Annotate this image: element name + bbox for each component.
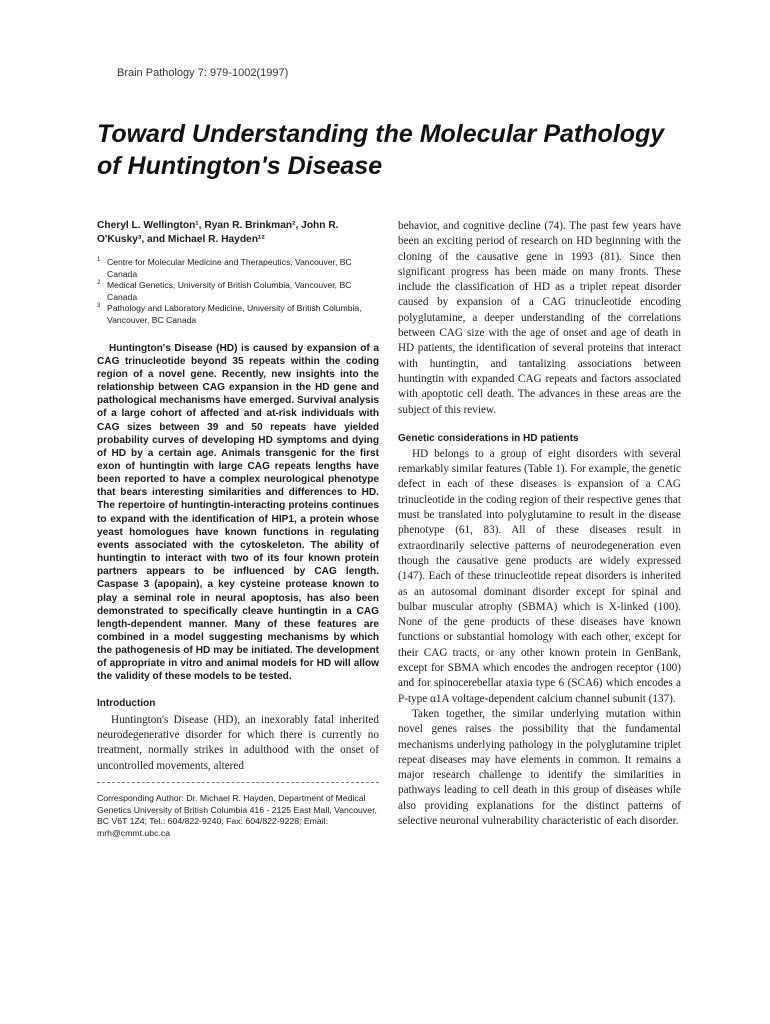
correspondence-note: Corresponding Author: Dr. Michael R. Hayden, Department of Medical Genetics University of British Columbia 416 - 2125 East Mall, Vancouver, BC V6T 1Z4; Tel.: 604/822-9240; Fax: 604/822-9228; Email: mrh@cmmt.ubc.ca: [97, 792, 377, 838]
article-title: [97, 118, 717, 182]
affiliation-item: [97, 280, 379, 303]
affiliation-marker: 3: [97, 303, 101, 310]
title-line-2: of Huntington's Disease: [97, 152, 383, 180]
affiliation-marker: 2: [97, 280, 101, 287]
introduction-continued-paragraph: behavior, and cognitive decline (74). The past few years have been an exciting period of research on HD beginning with the cloning of the causative gene in 1993 (81). Since then significant progress has been made on many fronts. These include the classification of HD as a triplet repeat disorder caused by expansion of a CAG trinucleotide encoding polyglutamine, a deeper understanding of the correlations between CAG size with the age of onset and age of death in HD patients, the identification of several proteins that interact with huntingtin, and tantalizing associations between huntingtin with expanded CAG repeats and factors associated with apoptotic cell death. The advances in these areas are the subject of this review.: [398, 220, 681, 416]
introduction-heading: Introduction: [97, 697, 156, 709]
affiliation-marker: 1: [97, 257, 101, 263]
affiliation-text: Pathology and Laboratory Medicine, University of British Columbia, Vancouver, BC Canada: [107, 303, 362, 325]
title-line-1: Toward Understanding the Molecular Pathology: [97, 120, 665, 148]
affiliation-list: [97, 257, 379, 327]
common-mechanisms-paragraph: Taken together, the similar underlying mutation within novel genes raises the possibility that the fundamental mechanisms underlying pathology in the polyglutamine triplet repeat diseases may have elements in common. It remains a major research challenge to identify the similarities in pathways leading to cell death in this group of diseases while also providing explanations for the distinct patterns of selective neuronal vulnerability characteristic of each disorder.: [398, 707, 681, 827]
genetic-considerations-heading: Genetic considerations in HD patients: [398, 432, 579, 444]
left-column: [97, 219, 379, 840]
affiliation-text: Medical Genetics, University of British Columbia, Vancouver, BC Canada: [107, 280, 352, 302]
running-head: Brain Pathology 7: 979-1002(1997): [117, 67, 289, 79]
genetic-considerations-paragraph: HD belongs to a group of eight disorders with several remarkably similar features (Table 1). For example, the genetic defect in each of these diseases is expansion of a CAG trinucleotide in the coding region of their respective genes that must be translated into polyglutamine to result in the disease phenotype (61, 83). All of these diseases result in extraordinarily selective patterns of neurodegeneration even though the causative gene products are widely expressed (147). Each of these trinucleotide repeat disorders is inherited as an autosomal dominant disorder except for spinal and bulbar muscular atrophy (SBMA) which is X-linked (100). None of the gene products of these diseases have known functions or substantial homology with each other, except for their CAG tracts, or any other known protein in GenBank, except for SBMA which encodes the androgen receptor (100) and for spinocerebellar ataxia type 6 (SCA6) which encodes a P-type α1A voltage-dependent calcium channel subunit (137).: [398, 447, 681, 705]
affiliation-item: [97, 257, 379, 280]
affiliation-item: [97, 303, 379, 326]
right-column: [398, 219, 681, 829]
abstract: Huntington's Disease (HD) is caused by expansion of a CAG trinucleotide beyond 35 repeats within the coding region of a novel gene. Recently, new insights into the relationship between CAG expansion in the HD gene and pathological mechanisms have emerged. Survival analysis of a large cohort of affected and at-risk individuals with CAG sizes between 39 and 50 repeats have yielded probability curves of developing HD symptoms and dying of HD by a certain age. Animals transgenic for the first exon of huntingtin with large CAG repeats lengths have been reported to have a complex neurological phenotype that bears interesting similarities and differences to HD. The repertoire of huntingtin-interacting proteins continues to expand with the identification of HIP1, a protein whose yeast homologues have known functions in regulating events associated with the cytoskeleton. The ability of huntingtin to interact with two of its four known protein partners appears to be influenced by CAG length. Caspase 3 (apopain), a key cysteine protease known to play a seminal role in neural apoptosis, has also been demonstrated to specifically cleave huntingtin in a CAG length-dependent manner. Many of these features are combined in a model suggesting mechanisms by which the pathogenesis of HD may be initiated. The development of appropriate in vitro and animal models for HD will allow the validity of these models to be tested.: [97, 342, 379, 683]
introduction-paragraph: Huntington's Disease (HD), an inexorably fatal inherited neurodegenerative disorder for which there is currently no treatment, normally strikes in adulthood with the onset of uncontrolled movements, altered: [97, 713, 379, 772]
author-list: Cheryl L. Wellington¹, Ryan R. Brinkman², John R. O'Kusky³, and Michael R. Hayden¹²: [97, 220, 339, 245]
affiliation-text: Centre for Molecular Medicine and Therapeutics, Vancouver, BC Canada: [107, 257, 352, 279]
footnote-divider: [97, 782, 379, 783]
